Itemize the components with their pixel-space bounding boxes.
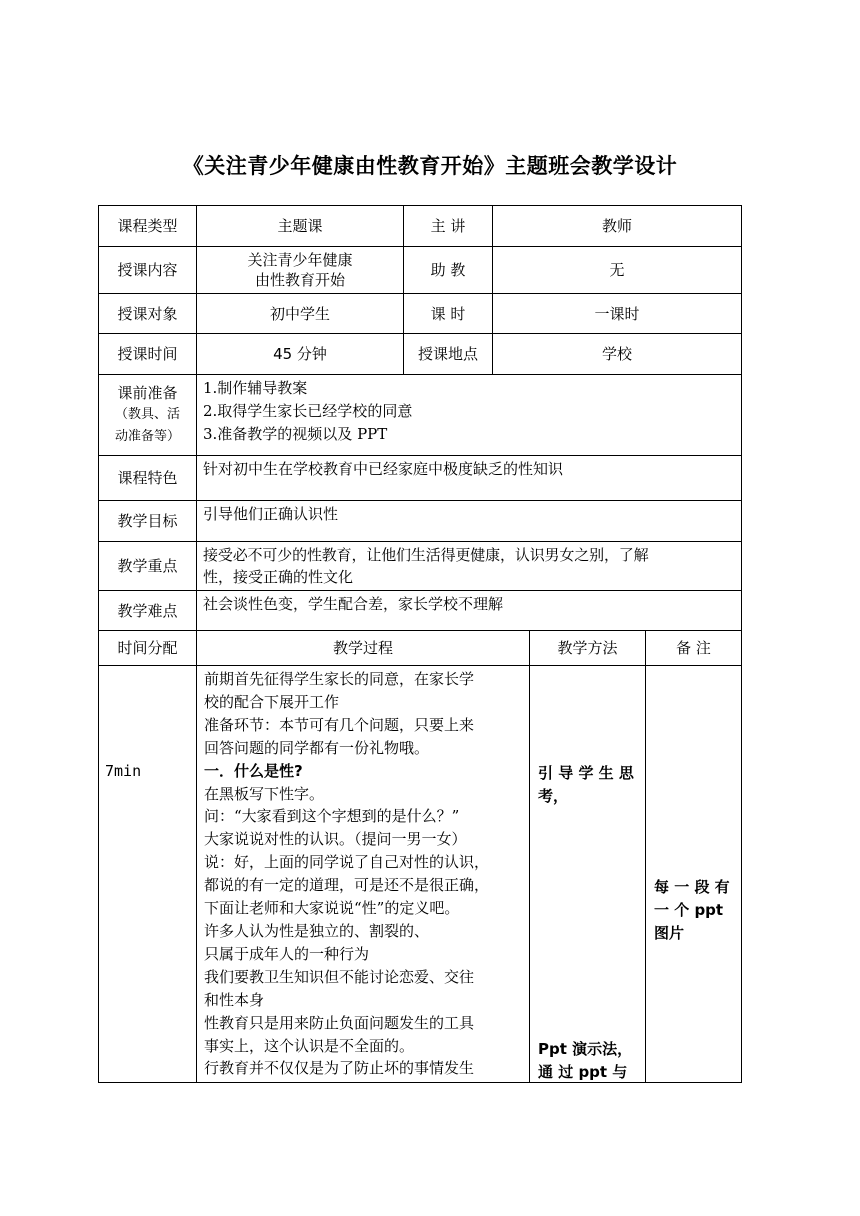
audience-value: 初中学生 bbox=[269, 304, 330, 323]
process-line: 前期首先征得学生家长的同意，在家长学 bbox=[204, 670, 475, 688]
method-line: 考， bbox=[538, 787, 569, 805]
process-line: 我们要教卫生知识但不能讨论恋爱、交往 bbox=[204, 967, 475, 986]
location-label: 授课地点 bbox=[417, 345, 478, 363]
assistant-value: 无 bbox=[609, 261, 625, 279]
notes-line: 图片 bbox=[654, 924, 685, 942]
process-line: 说：好，上面的同学说了自己对性的认识， bbox=[204, 853, 490, 872]
list-item: 3.准备教学的视频以及 PPT bbox=[203, 425, 388, 443]
audience-label: 授课对象 bbox=[117, 304, 178, 323]
process-line: 和性本身 bbox=[204, 990, 265, 1009]
method-ppt bbox=[538, 1038, 642, 1084]
notes-line: 一 个 ppt bbox=[654, 901, 724, 919]
hours-value: 一课时 bbox=[594, 304, 640, 323]
features-label: 课程特色 bbox=[117, 469, 178, 487]
method-line: 引 导 学 生 思 bbox=[538, 764, 634, 782]
notes-text bbox=[654, 876, 740, 945]
content-value bbox=[197, 247, 403, 293]
time-value: 45 分钟 bbox=[273, 345, 327, 363]
process-line: 只属于成年人的一种行为 bbox=[204, 944, 370, 963]
features-text: 针对初中生在学校教育中已经家庭中极度缺乏的性知识 bbox=[203, 460, 564, 478]
goal-label: 教学目标 bbox=[117, 512, 178, 530]
method-guide bbox=[538, 762, 642, 808]
content-line-2: 由性教育开始 bbox=[254, 271, 345, 289]
schedule-time: 7min bbox=[105, 762, 142, 780]
focus-line-2: 性，接受正确的性文化 bbox=[203, 568, 354, 586]
list-item: 1.制作辅导教案 bbox=[203, 379, 308, 397]
process-line: 性教育只是用来防止负面问题发生的工具 bbox=[204, 1013, 475, 1032]
lecturer-label: 主 讲 bbox=[430, 217, 466, 235]
prep-label: 课前准备 bbox=[117, 384, 178, 402]
goal-text: 引导他们正确认识性 bbox=[203, 505, 339, 523]
header-process: 教学过程 bbox=[332, 639, 393, 657]
focus-line-1: 接受必不可少的性教育，让他们生活得更健康，认识男女之别，了解 bbox=[203, 546, 649, 564]
method-line: Ppt 演示法， bbox=[538, 1040, 633, 1058]
process-line: 问：“大家看到这个字想到的是什么？” bbox=[204, 807, 460, 826]
header-time: 时间分配 bbox=[117, 639, 178, 657]
process-line: 准备环节：本节可有几个问题，只要上来 bbox=[204, 715, 475, 734]
course-type-value: 主题课 bbox=[277, 217, 323, 235]
process-heading: 一．什么是性? bbox=[204, 761, 303, 780]
focus-label: 教学重点 bbox=[117, 557, 178, 575]
page-title: 《关注青少年健康由性教育开始》主题班会教学设计 bbox=[182, 154, 678, 178]
notes-line: 每 一 段 有 bbox=[654, 878, 730, 896]
method-line: 通 过 ppt 与 bbox=[538, 1063, 628, 1081]
hours-label: 课 时 bbox=[430, 304, 466, 323]
process-line: 都说的有一定的道理，可是还不是很正确， bbox=[204, 876, 490, 895]
prep-label-cell bbox=[99, 375, 196, 455]
process-line: 在黑板写下性字。 bbox=[204, 784, 325, 803]
process-line: 事实上，这个认识是不全面的。 bbox=[204, 1036, 415, 1055]
header-notes: 备 注 bbox=[676, 639, 711, 657]
prep-sublabel-2: 动准备等） bbox=[114, 429, 180, 444]
process-line: 校的配合下展开工作 bbox=[204, 692, 340, 711]
content-line-1: 关注青少年健康 bbox=[247, 251, 353, 269]
focus-text bbox=[203, 544, 739, 588]
lecturer-value: 教师 bbox=[601, 217, 632, 235]
process-line: 大家说说对性的认识。（提问一男一女） bbox=[204, 830, 467, 849]
difficulty-label: 教学难点 bbox=[117, 601, 178, 620]
prep-list bbox=[203, 377, 733, 446]
process-line: 行教育并不仅仅是为了防止坏的事情发生 bbox=[204, 1059, 475, 1078]
process-line: 下面让老师和大家说说“性”的定义吧。 bbox=[204, 899, 460, 918]
process-line: 许多人认为性是独立的、割裂的、 bbox=[204, 921, 430, 940]
header-method: 教学方法 bbox=[557, 639, 618, 657]
time-label: 授课时间 bbox=[117, 345, 178, 363]
difficulty-text: 社会谈性色变，学生配合差，家长学校不理解 bbox=[203, 595, 504, 613]
location-value: 学校 bbox=[601, 345, 632, 363]
list-item: 2.取得学生家长已经学校的同意 bbox=[203, 402, 413, 420]
process-line: 回答问题的同学都有一份礼物哦。 bbox=[204, 738, 430, 757]
prep-sublabel-1: （教具、活 bbox=[114, 407, 180, 422]
assistant-label: 助 教 bbox=[430, 261, 466, 279]
course-type-label: 课程类型 bbox=[117, 217, 178, 235]
content-label: 授课内容 bbox=[117, 261, 178, 279]
process-text bbox=[204, 668, 528, 1080]
